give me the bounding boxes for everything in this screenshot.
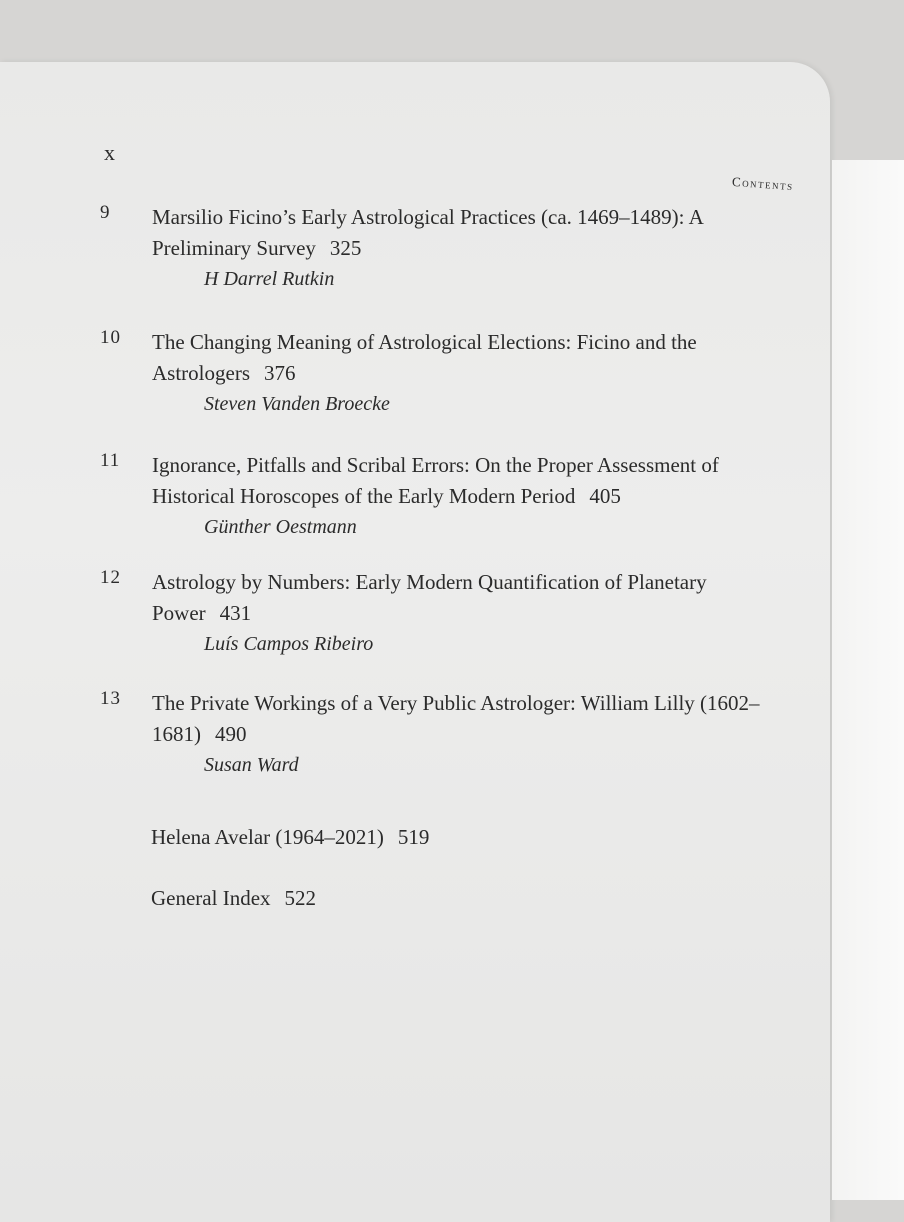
chapter-author: Susan Ward	[204, 754, 299, 776]
chapter-number: 13	[100, 688, 121, 709]
chapter-title: Marsilio Ficino’s Early Astrological Practices (ca. 1469–1489): A Preliminary Survey 325	[152, 205, 703, 260]
chapter-author: Steven Vanden Broecke	[204, 393, 390, 415]
entry-title: General Index	[151, 886, 271, 910]
page-number: 405	[589, 484, 621, 508]
toc-entry-13[interactable]	[100, 688, 800, 781]
running-head: Contents	[731, 173, 795, 194]
chapter-number: 10	[100, 327, 121, 348]
chapter-author: Günther Oestmann	[204, 516, 357, 538]
facing-page	[832, 160, 904, 1200]
page-number: 325	[329, 236, 362, 260]
toc-entry-general-index[interactable]	[151, 886, 316, 911]
chapter-title: Ignorance, Pitfalls and Scribal Errors: On the Proper Assessment of Historical Horoscopes of the Early Modern Period 405	[152, 453, 719, 508]
chapter-number: 9	[100, 202, 111, 223]
page-number: 431	[219, 601, 252, 625]
page-number: 376	[264, 361, 296, 385]
page-folio: x	[104, 140, 115, 165]
chapter-title: Astrology by Numbers: Early Modern Quantification of Planetary Power 431	[152, 570, 707, 625]
toc-entry-9[interactable]	[100, 202, 800, 295]
chapter-author: Luís Campos Ribeiro	[204, 633, 374, 655]
chapter-title: The Changing Meaning of Astrological Elections: Ficino and the Astrologers 376	[152, 330, 697, 385]
toc-entry-11[interactable]	[100, 450, 800, 543]
toc-entry-10[interactable]	[100, 327, 800, 420]
toc-entry-obituary[interactable]	[151, 825, 429, 850]
page-number: 519	[397, 825, 430, 849]
chapter-number: 12	[100, 567, 121, 588]
chapter-number: 11	[100, 450, 121, 471]
chapter-author: H Darrel Rutkin	[204, 268, 335, 290]
page-number: 522	[284, 886, 317, 910]
chapter-title: The Private Workings of a Very Public Astrologer: William Lilly (1602–1681) 490	[152, 691, 760, 746]
toc-entry-12[interactable]	[100, 567, 800, 660]
entry-title: Helena Avelar (1964–2021)	[151, 825, 384, 849]
page-number: 490	[215, 722, 247, 746]
